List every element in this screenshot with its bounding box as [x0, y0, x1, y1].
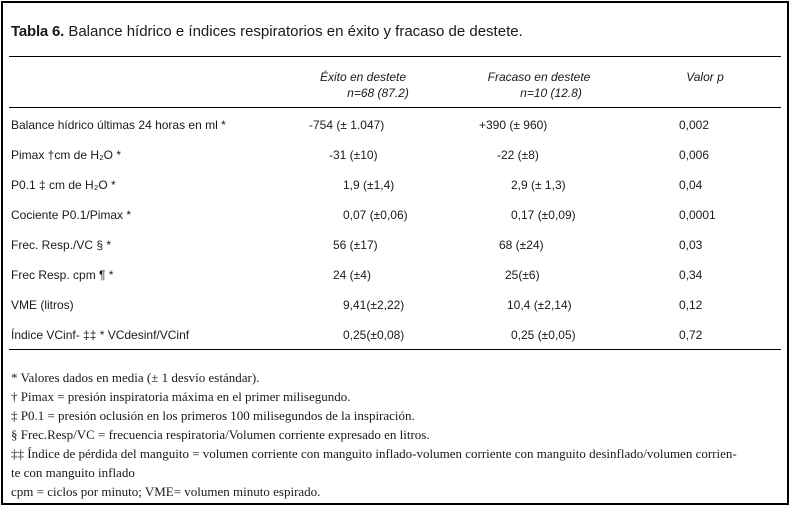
table-row	[3, 207, 787, 237]
row-p-value: 0,72	[679, 328, 703, 342]
bottom-rule	[9, 349, 781, 350]
row-fracaso: 0,17 (±0,09)	[511, 208, 576, 222]
table-frame	[1, 1, 789, 505]
row-p-value: 0,0001	[679, 208, 716, 222]
table-caption	[11, 23, 523, 40]
header-fracaso-n: n=10 (12.8)	[520, 86, 582, 100]
row-fracaso: -22 (±8)	[497, 148, 539, 162]
row-exito: -754 (± 1.047)	[309, 118, 385, 132]
table-row	[3, 177, 787, 207]
row-fracaso: 68 (±24)	[499, 238, 544, 252]
table-row	[3, 327, 787, 357]
row-label: Balance hídrico últimas 24 horas en ml *	[11, 118, 226, 132]
row-exito: 24 (±4)	[333, 268, 371, 282]
row-label: Frec. Resp./VC § *	[11, 238, 112, 252]
row-p-value: 0,12	[679, 298, 703, 312]
row-label: Cociente P0.1/Pimax *	[11, 208, 132, 222]
row-p-value: 0,04	[679, 178, 703, 192]
row-label: Índice VCinf- ‡‡ * VCdesinf/VCinf	[11, 328, 190, 342]
table-row	[3, 237, 787, 267]
header-rule	[9, 107, 781, 108]
row-p-value: 0,002	[679, 118, 710, 132]
footnote: * Valores dados en media (± 1 desvío estándar).	[11, 370, 260, 385]
row-exito: 56 (±17)	[333, 238, 378, 252]
footnote: § Frec.Resp/VC = frecuencia respiratoria/Volumen corriente expresado en litros.	[11, 427, 430, 442]
footnotes	[11, 368, 781, 501]
row-fracaso: 0,25 (±0,05)	[511, 328, 576, 342]
footnote: ‡‡ Índice de pérdida del manguito = volumen corriente con manguito inflado-volumen corriente con manguito desinflado/volumen corrien-	[11, 446, 737, 461]
row-exito: 0,07 (±0,06)	[343, 208, 408, 222]
row-p-value: 0,03	[679, 238, 703, 252]
caption-title: Balance hídrico e índices respiratorios en éxito y fracaso de destete.	[64, 23, 523, 40]
row-fracaso: 25(±6)	[505, 268, 540, 282]
table-row	[3, 267, 787, 297]
row-fracaso: 10,4 (±2,14)	[507, 298, 572, 312]
top-rule	[9, 56, 781, 57]
header-p-value: Valor p	[686, 70, 724, 84]
row-p-value: 0,006	[679, 148, 710, 162]
table-row	[3, 147, 787, 177]
row-exito: 9,41(±2,22)	[343, 298, 405, 312]
header-exito-n: n=68 (87.2)	[347, 86, 409, 100]
footnote: † Pimax = presión inspiratoria máxima en el primer milisegundo.	[11, 389, 351, 404]
row-fracaso: +390 (± 960)	[479, 118, 548, 132]
header-fracaso-title: Fracaso en destete	[487, 70, 591, 84]
row-exito: 0,25(±0,08)	[343, 328, 405, 342]
caption-label: Tabla 6.	[11, 23, 65, 40]
row-label: Frec Resp. cpm ¶ *	[11, 268, 114, 282]
row-p-value: 0,34	[679, 268, 703, 282]
table-row	[3, 297, 787, 327]
table-row	[3, 117, 787, 147]
row-label: VME (litros)	[11, 298, 74, 312]
header-exito-title: Éxito en destete	[319, 70, 407, 84]
footnote: ‡ P0.1 = presión oclusión en los primeros 100 milisegundos de la inspiración.	[11, 408, 415, 423]
row-exito: 1,9 (±1,4)	[343, 178, 395, 192]
row-fracaso: 2,9 (± 1,3)	[511, 178, 566, 192]
footnote: cpm = ciclos por minuto; VME= volumen minuto espirado.	[11, 484, 321, 499]
row-label: Pimax †cm de H₂O *	[11, 148, 122, 162]
header-fracaso	[469, 69, 609, 101]
row-exito: -31 (±10)	[329, 148, 378, 162]
header-exito	[303, 69, 423, 101]
footnote: te con manguito inflado	[11, 465, 135, 480]
row-label: P0.1 ‡ cm de H₂O *	[11, 178, 116, 192]
